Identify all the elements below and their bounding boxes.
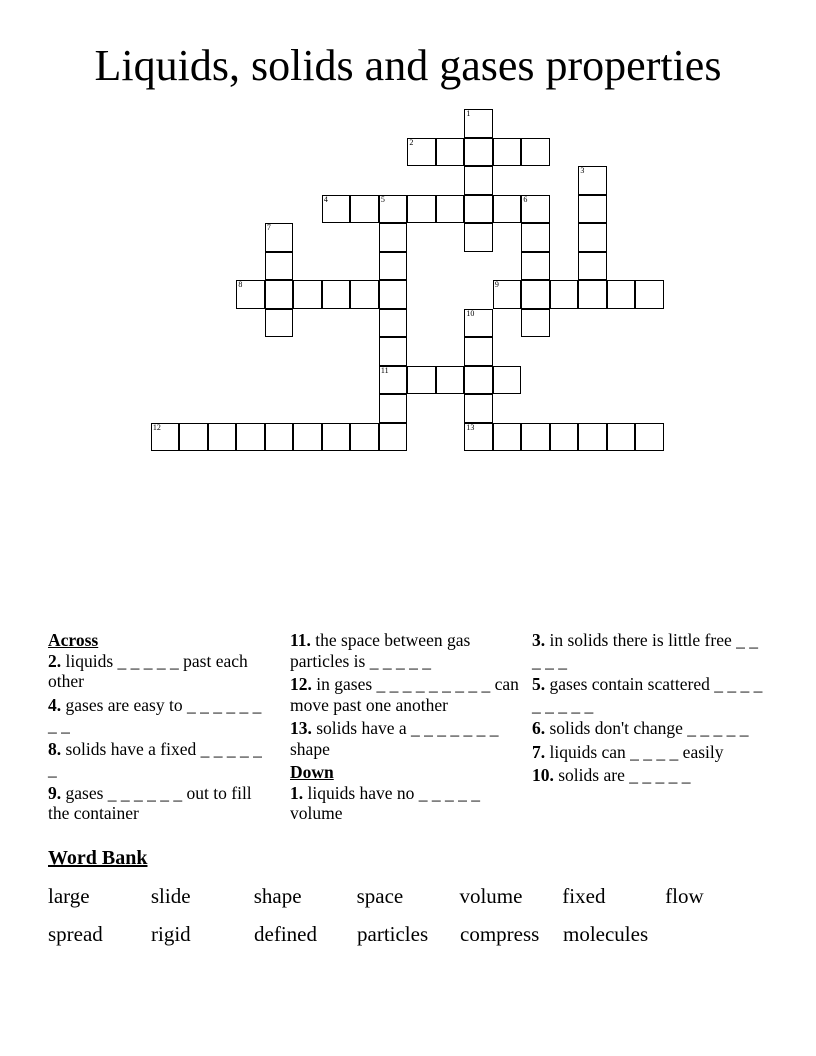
- crossword-cell[interactable]: [464, 195, 493, 224]
- cell-number: 2: [409, 137, 414, 147]
- clue-across-12: [290, 674, 526, 715]
- clue-across-4: [48, 695, 274, 736]
- crossword-cell[interactable]: [464, 223, 493, 252]
- crossword-cell[interactable]: [265, 423, 294, 452]
- crossword-cell[interactable]: [379, 252, 408, 281]
- crossword-cell[interactable]: [464, 366, 493, 395]
- word-bank-word: slide: [150, 884, 191, 908]
- crossword-cell[interactable]: [607, 280, 636, 309]
- crossword-cell[interactable]: [521, 252, 550, 281]
- crossword-cell[interactable]: [493, 366, 522, 395]
- crossword-cell[interactable]: [379, 423, 408, 452]
- clue-across-8: [48, 739, 274, 780]
- word-bank: [48, 882, 768, 958]
- crossword-cell[interactable]: [379, 223, 408, 252]
- crossword-cell[interactable]: [493, 138, 522, 167]
- crossword-cell[interactable]: [521, 309, 550, 338]
- crossword-cell[interactable]: [607, 423, 636, 452]
- clue-text: in solids there is little free _ _ _ _ _: [532, 630, 758, 671]
- clues-column-3: [532, 630, 768, 789]
- crossword-cell[interactable]: [521, 195, 550, 224]
- clue-number: 10.: [532, 765, 554, 785]
- crossword-cell[interactable]: [379, 366, 408, 395]
- crossword-cell[interactable]: [521, 138, 550, 167]
- word-bank-word: shape: [253, 884, 302, 908]
- page-title: Liquids, solids and gases properties: [94, 41, 722, 90]
- word-bank-word: fixed: [562, 884, 606, 908]
- crossword-cell[interactable]: [493, 423, 522, 452]
- crossword-cell[interactable]: [464, 337, 493, 366]
- clue-number: 7.: [532, 741, 546, 762]
- word-bank-row: [48, 920, 768, 958]
- crossword-cell[interactable]: [578, 423, 607, 452]
- clue-down-6: [532, 718, 768, 739]
- cell-number: 3: [580, 166, 585, 176]
- crossword-cell[interactable]: [635, 423, 664, 452]
- clue-across-2: [48, 651, 274, 692]
- crossword-cell[interactable]: [379, 309, 408, 338]
- crossword-cell[interactable]: [379, 195, 408, 224]
- crossword-cell[interactable]: [578, 280, 607, 309]
- crossword-cell[interactable]: [293, 280, 322, 309]
- cell-number: 9: [494, 280, 499, 290]
- clue-text: solids don't change _ _ _ _ _: [549, 718, 749, 738]
- clue-text: the space between gas particles is _ _ _ _ _: [290, 630, 471, 671]
- across-heading: Across: [48, 630, 99, 650]
- clues-column-2: [290, 630, 526, 827]
- crossword-cell[interactable]: [407, 366, 436, 395]
- clue-text: in gases _ _ _ _ _ _ _ _ _ can move past one another: [290, 674, 519, 715]
- crossword-cell[interactable]: [322, 280, 351, 309]
- clue-across-11: [290, 630, 526, 671]
- cell-number: 13: [466, 422, 475, 432]
- word-bank-title: Word Bank: [48, 847, 148, 869]
- crossword-cell[interactable]: [578, 223, 607, 252]
- clue-number: 9.: [48, 782, 62, 803]
- cell-number: 10: [466, 308, 475, 318]
- word-bank-word: defined: [254, 922, 317, 946]
- clue-across-13: [290, 718, 526, 759]
- crossword-cell[interactable]: [265, 309, 294, 338]
- clues-column-1: [48, 630, 274, 827]
- clue-number: 11.: [290, 630, 311, 650]
- crossword-cell[interactable]: [379, 394, 408, 423]
- crossword-cell[interactable]: [550, 423, 579, 452]
- word-bank-word: molecules: [563, 922, 649, 946]
- word-bank-word: flow: [665, 884, 704, 908]
- word-bank-word: large: [48, 884, 90, 908]
- crossword-cell[interactable]: [464, 166, 493, 195]
- clue-down-1: [290, 783, 526, 824]
- crossword-cell[interactable]: [322, 195, 351, 224]
- crossword-cell[interactable]: [265, 223, 294, 252]
- crossword-cell[interactable]: [578, 166, 607, 195]
- cell-number: 6: [523, 194, 528, 204]
- clue-number: 6.: [532, 718, 546, 738]
- crossword-cell[interactable]: [493, 195, 522, 224]
- crossword-cell[interactable]: [265, 280, 294, 309]
- clue-text: solids have a fixed _ _ _ _ _ _: [48, 738, 262, 779]
- crossword-cell[interactable]: [464, 309, 493, 338]
- cell-number: 1: [466, 109, 471, 119]
- crossword-cell[interactable]: [265, 252, 294, 281]
- crossword-cell[interactable]: [464, 138, 493, 167]
- crossword-cell[interactable]: [464, 109, 493, 138]
- word-bank-word: space: [356, 884, 404, 908]
- clue-number: 8.: [48, 738, 62, 759]
- clue-down-5: [532, 674, 768, 715]
- clue-text: liquids can _ _ _ _ easily: [549, 741, 724, 762]
- crossword-cell[interactable]: [407, 195, 436, 224]
- clue-across-9: [48, 783, 274, 824]
- crossword-cell[interactable]: [179, 423, 208, 452]
- clue-text: solids are _ _ _ _ _: [558, 765, 691, 785]
- word-bank-word: compress: [460, 922, 540, 946]
- clue-text: liquids have no _ _ _ _ _ volume: [290, 782, 481, 823]
- clue-text: gases are easy to _ _ _ _ _ _ _ _: [48, 694, 262, 735]
- clue-number: 4.: [48, 694, 62, 715]
- crossword-cell[interactable]: [493, 280, 522, 309]
- crossword-cell[interactable]: [521, 223, 550, 252]
- cell-number: 4: [323, 194, 328, 204]
- cell-number: 7: [266, 223, 271, 233]
- clue-number: 13.: [290, 718, 312, 738]
- crossword-cell[interactable]: [208, 423, 237, 452]
- crossword-cell[interactable]: [578, 252, 607, 281]
- word-bank-word: particles: [357, 922, 429, 946]
- clue-text: liquids _ _ _ _ _ past each other: [48, 650, 248, 691]
- clue-down-10: [532, 765, 768, 786]
- cell-number: 5: [380, 194, 385, 204]
- word-bank-word: volume: [459, 884, 523, 908]
- clue-number: 12.: [290, 674, 312, 694]
- crossword-cell[interactable]: [350, 423, 379, 452]
- clue-number: 1.: [290, 782, 304, 803]
- crossword-cell[interactable]: [521, 423, 550, 452]
- crossword-cell[interactable]: [464, 394, 493, 423]
- crossword-cell[interactable]: [464, 423, 493, 452]
- word-bank-word: spread: [48, 922, 103, 946]
- cell-number: 8: [238, 280, 243, 290]
- crossword-cell[interactable]: [407, 138, 436, 167]
- crossword-cell[interactable]: [379, 337, 408, 366]
- crossword-cell[interactable]: [379, 280, 408, 309]
- down-heading: Down: [290, 762, 334, 782]
- crossword-cell[interactable]: [521, 280, 550, 309]
- clue-number: 5.: [532, 674, 546, 694]
- crossword-cell[interactable]: [436, 366, 465, 395]
- crossword-cell[interactable]: [236, 423, 265, 452]
- crossword-cell[interactable]: [293, 423, 322, 452]
- crossword-cell[interactable]: [436, 138, 465, 167]
- clue-down-7: [532, 742, 768, 763]
- clue-number: 2.: [48, 650, 62, 671]
- crossword-cell[interactable]: [322, 423, 351, 452]
- crossword-cell[interactable]: [350, 280, 379, 309]
- crossword-grid: [0, 0, 816, 470]
- clue-text: gases contain scattered _ _ _ _ _ _ _ _ _: [532, 674, 763, 715]
- cell-number: 11: [380, 365, 389, 375]
- crossword-cell[interactable]: [578, 195, 607, 224]
- cell-number: 12: [152, 422, 161, 432]
- clue-text: solids have a _ _ _ _ _ _ _ shape: [290, 718, 499, 759]
- clue-number: 3.: [532, 630, 546, 650]
- crossword-cell[interactable]: [635, 280, 664, 309]
- word-bank-word: rigid: [151, 922, 191, 946]
- crossword-cell[interactable]: [236, 280, 265, 309]
- clue-down-3: [532, 630, 768, 671]
- clue-text: gases _ _ _ _ _ _ out to fill the container: [48, 782, 252, 823]
- word-bank-row: [48, 882, 768, 920]
- crossword-cell[interactable]: [151, 423, 180, 452]
- crossword-cell[interactable]: [436, 195, 465, 224]
- crossword-cell[interactable]: [550, 280, 579, 309]
- crossword-cell[interactable]: [350, 195, 379, 224]
